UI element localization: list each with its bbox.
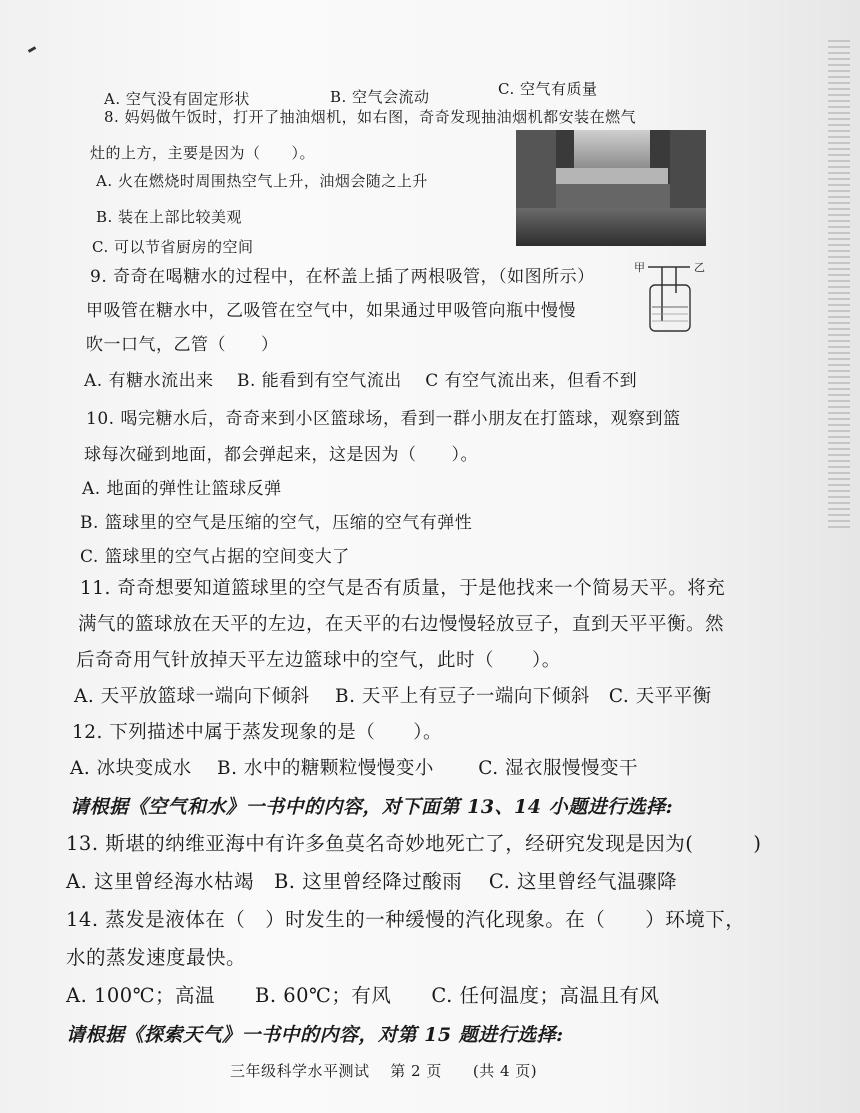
range-hood-photo	[516, 130, 706, 246]
q8-option-b: B. 装在上部比较美观	[96, 208, 243, 226]
q7-option-b: B. 空气会流动	[330, 88, 430, 106]
page-footer: 三年级科学水平测试 第 2 页 (共 4 页)	[230, 1062, 538, 1080]
q9-stem-2: 甲吸管在糖水中，乙吸管在空气中，如果通过甲吸管向瓶中慢慢	[86, 301, 576, 321]
q13-options: A. 这里曾经海水枯竭 B. 这里曾经降过酸雨 C. 这里曾经气温骤降	[66, 870, 678, 893]
q8-option-a: A. 火在燃烧时周围热空气上升，油烟会随之上升	[96, 172, 428, 190]
q12-stem: 12. 下列描述中属于蒸发现象的是（ ）。	[72, 722, 443, 743]
q11-stem-1: 11. 奇奇想要知道篮球里的空气是否有质量，于是他找来一个简易天平。将充	[80, 578, 726, 599]
q11-stem-3: 后奇奇用气针放掉天平左边篮球中的空气，此时（ ）。	[76, 650, 561, 671]
q9-stem-1: 9. 奇奇在喝糖水的过程中，在杯盖上插了两根吸管，（如图所示）	[90, 267, 595, 287]
binding-holes	[828, 40, 850, 530]
q10-stem-1: 10. 喝完糖水后，奇奇来到小区篮球场，看到一群小朋友在打篮球，观察到篮	[86, 409, 681, 429]
q8-stem-1: 8. 妈妈做午饭时，打开了抽油烟机，如右图，奇奇发现抽油烟机都安装在燃气	[104, 108, 637, 126]
q10-option-b: B. 篮球里的空气是压缩的空气，压缩的空气有弹性	[80, 513, 473, 533]
q7-option-c: C. 空气有质量	[498, 80, 598, 98]
q10-option-a: A. 地面的弹性让篮球反弹	[82, 479, 282, 499]
q8-stem-2: 灶的上方，主要是因为（ ）。	[90, 144, 316, 162]
q8-option-c: C. 可以节省厨房的空间	[92, 238, 254, 256]
pen-mark	[28, 46, 36, 53]
q14-options: A. 100℃；高温 B. 60℃；有风 C. 任何温度；高温且有风	[66, 984, 660, 1007]
q10-stem-2: 球每次碰到地面，都会弹起来，这是因为（ ）。	[84, 445, 478, 465]
q14-stem-2: 水的蒸发速度最快。	[66, 946, 247, 969]
bottle-straws-figure	[628, 257, 708, 335]
q9-stem-3: 吹一口气，乙管（ ）	[86, 335, 279, 355]
q11-options: A. 天平放篮球一端向下倾斜 B. 天平上有豆子一端向下倾斜 C. 天平平衡	[74, 686, 712, 707]
q12-options: A. 冰块变成水 B. 水中的糖颗粒慢慢变小 C. 湿衣服慢慢变干	[70, 758, 638, 779]
q7-option-a: A. 空气没有固定形状	[104, 90, 250, 108]
q14-stem-1: 14. 蒸发是液体在（ ）时发生的一种缓慢的汽化现象。在（ ）环境下，	[66, 908, 746, 931]
q11-stem-2: 满气的篮球放在天平的左边，在天平的右边慢慢轻放豆子，直到天平平衡。然	[78, 614, 725, 635]
section-heading-weather: 请根据《探索天气》一书中的内容，对第 15 题进行选择:	[66, 1024, 564, 1046]
label-yi: 乙	[694, 261, 705, 274]
section-heading-air-water: 请根据《空气和水》一书中的内容，对下面第 13、14 小题进行选择:	[70, 796, 674, 818]
q13-stem: 13. 斯堪的纳维亚海中有许多鱼莫名奇妙地死亡了，经研究发现是因为( )	[66, 832, 762, 855]
q10-option-c: C. 篮球里的空气占据的空间变大了	[80, 547, 350, 567]
label-jia: 甲	[634, 261, 645, 274]
q9-options: A. 有糖水流出来 B. 能看到有空气流出 C 有空气流出来，但看不到	[84, 371, 638, 391]
